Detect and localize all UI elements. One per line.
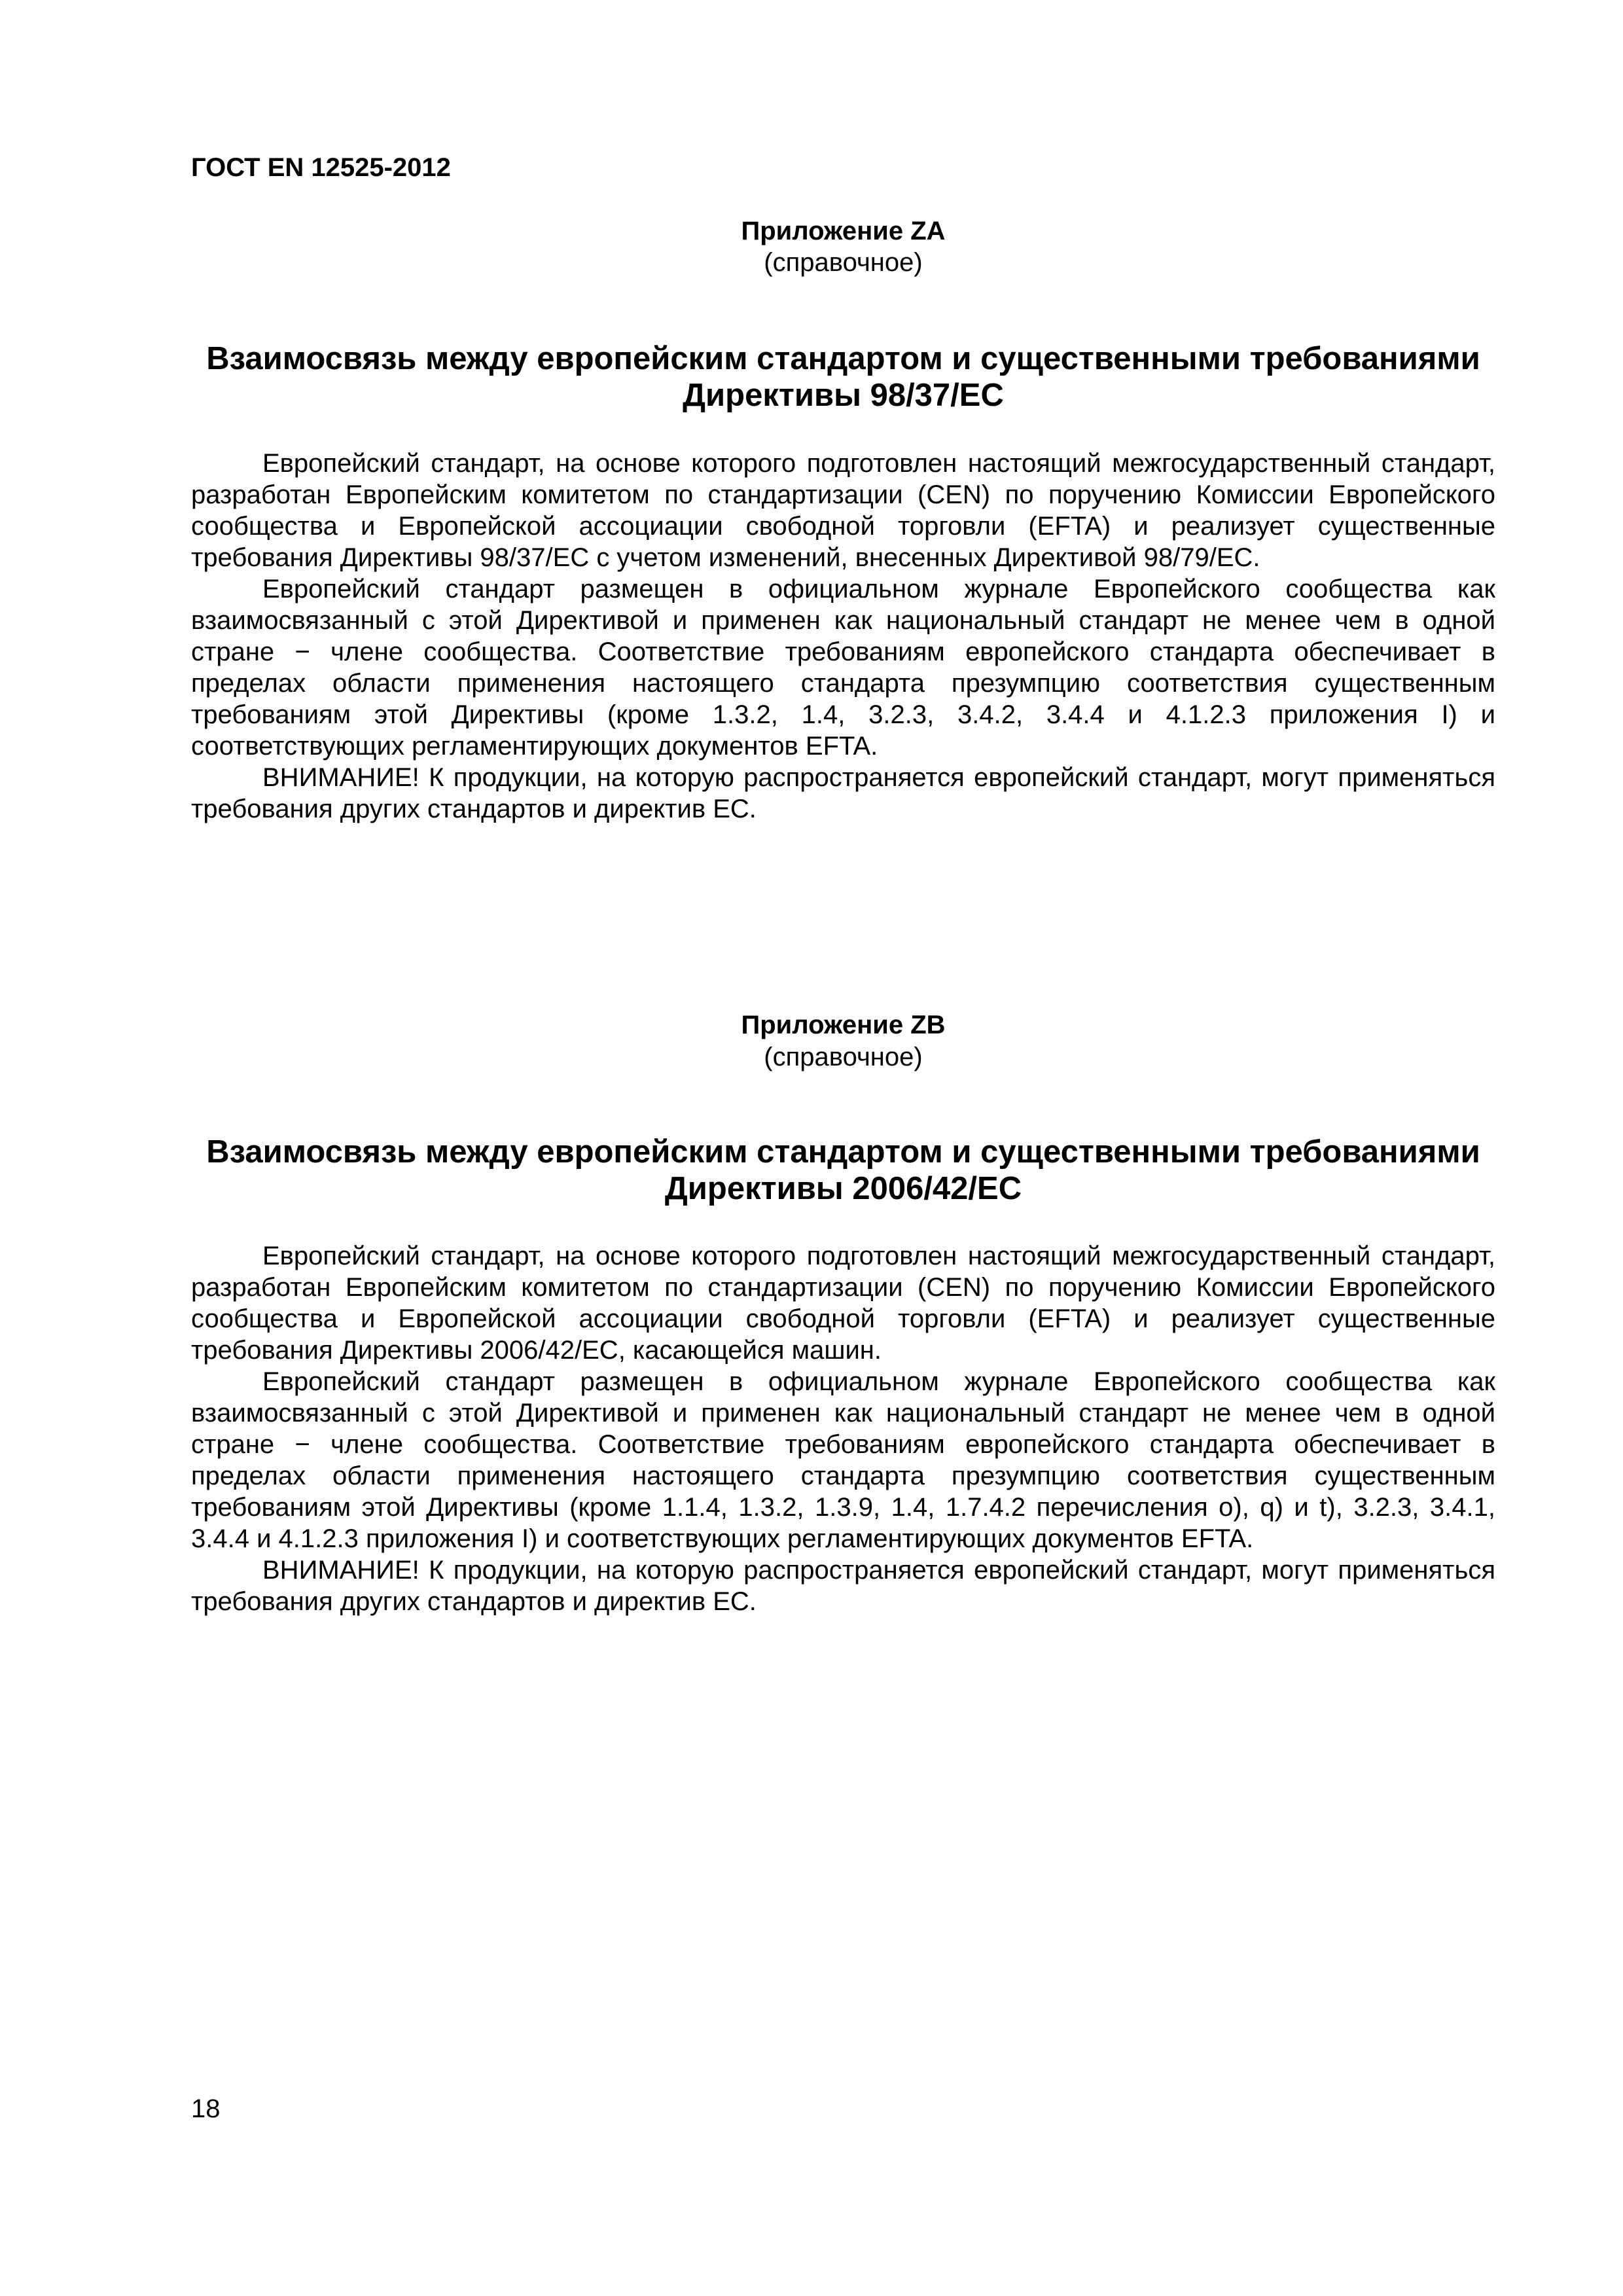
annex-zb-paragraph: ВНИМАНИЕ! К продукции, на которую распространяется европейский стандарт, могут применяться требования других стандартов и директив ЕС. [191, 1556, 1495, 1616]
annex-zb-heading-line1: Взаимосвязь между европейским стандартом и существенными требованиями [206, 1134, 1480, 1170]
annex-za-paragraph: Европейский стандарт, на основе которого подготовлен настоящий межгосударственный стандарт, разработан Европейским комитетом по стандартизации (CEN) по поручению Комиссии Европейского сообщества и Европейской ассоциации свободной торговли (EFTA) и реализует существенные требования Директивы 98/37/ЕС с учетом изменений, внесенных Директивой 98/79/ЕС. [191, 449, 1495, 572]
annex-zb-paragraph: Европейский стандарт размещен в официальном журнале Европейского сообщества как взаимосвязанный с этой Директивой и применен как национальный стандарт не менее чем в одной стране − члене сообщества. Соответствие требованиям европейского стандарта обеспечивает в пределах области применения настоящего стандарта презумпцию соответствия существенным требованиям этой Директивы (кроме 1.1.4, 1.3.2, 1.3.9, 1.4, 1.7.4.2 перечисления о), q) и t), 3.2.3, 3.4.1, 3.4.4 и 4.1.2.3 приложения I) и соответствующих регламентирующих документов EFTA. [191, 1367, 1495, 1553]
annex-za-heading-line1: Взаимосвязь между европейским стандартом и существенными требованиями [206, 341, 1480, 376]
annex-zb-body [191, 1240, 1495, 1617]
annex-zb-heading [191, 1134, 1495, 1207]
annex-za-heading-line2: Директивы 98/37/ЕС [683, 378, 1004, 413]
page-number: 18 [191, 2094, 221, 2123]
document-code: ГОСТ EN 12525-2012 [191, 153, 451, 182]
annex-zb-heading-line2: Директивы 2006/42/ЕС [664, 1171, 1022, 1206]
annex-za-heading [191, 340, 1495, 414]
annex-zb-paragraph: Европейский стандарт, на основе которого подготовлен настоящий межгосударственный стандарт, разработан Европейским комитетом по стандартизации (CEN) по поручению Комиссии Европейского сообщества и Европейской ассоциации свободной торговли (EFTA) и реализует существенные требования Директивы 2006/42/ЕС, касающейся машин. [191, 1242, 1495, 1365]
annex-za-subtitle: (справочное) [764, 248, 923, 277]
annex-za-paragraph: Европейский стандарт размещен в официальном журнале Европейского сообщества как взаимосвязанный с этой Директивой и применен как национальный стандарт не менее чем в одной стране − члене сообщества. Соответствие требованиям европейского стандарта обеспечивает в пределах области применения настоящего стандарта презумпцию соответствия существенным требованиям этой Директивы (кроме 1.3.2, 1.4, 3.2.3, 3.4.2, 3.4.4 и 4.1.2.3 приложения I) и соответствующих регламентирующих документов EFTA. [191, 575, 1495, 761]
annex-za-paragraph: ВНИМАНИЕ! К продукции, на которую распространяется европейский стандарт, могут применяться требования других стандартов и директив ЕС. [191, 763, 1495, 823]
annex-za-body [191, 448, 1495, 825]
annex-zb-subtitle: (справочное) [764, 1043, 923, 1071]
annex-zb-title: Приложение ZB [741, 1011, 946, 1039]
annex-za-title: Приложение ZA [741, 217, 946, 245]
